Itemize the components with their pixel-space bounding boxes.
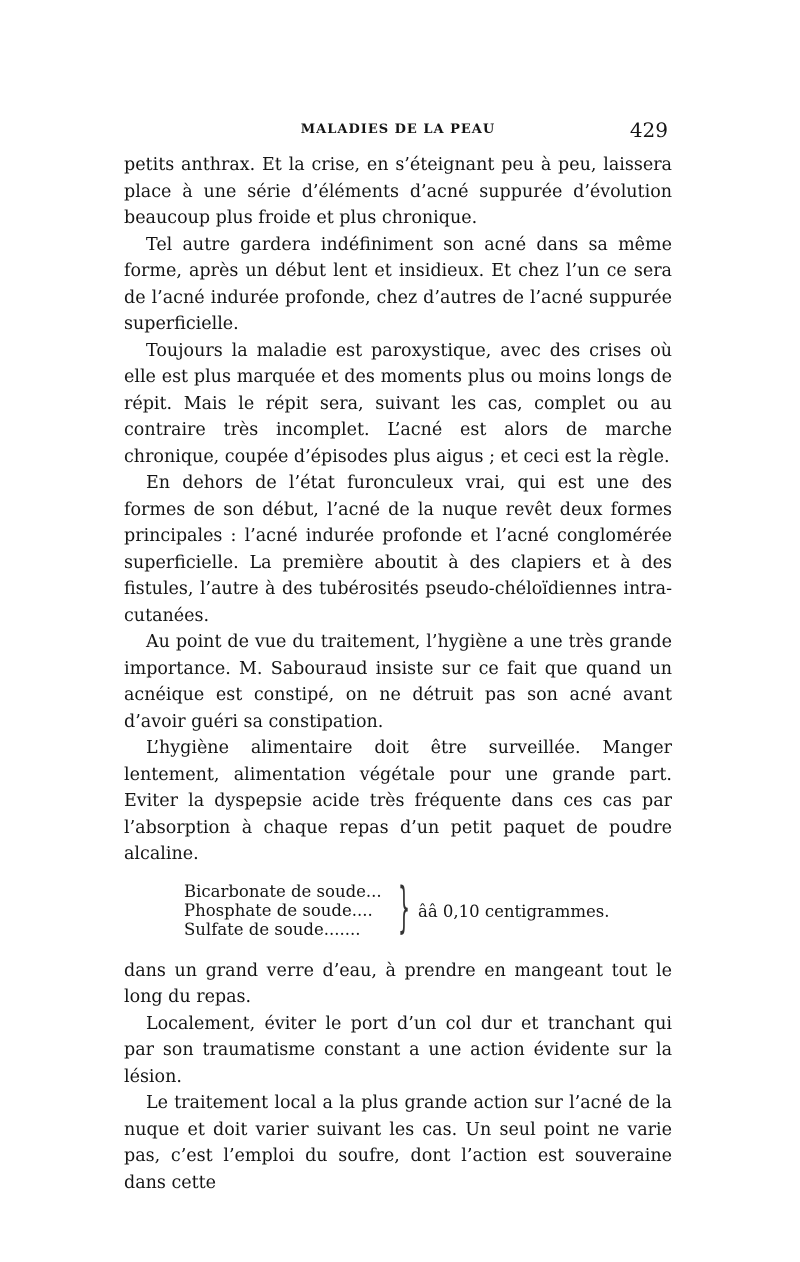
formula-ingredient: Phosphate de soude.... [184,900,373,920]
paragraph-7: dans un grand verre d’eau, à prendre en mangeant tout le long du repas. [124,960,672,1007]
page-number: 429 [629,118,668,142]
paragraph-8: Localement, éviter le port d’un col dur et tranchant qui par son traumatisme constant a une action évidente sur la lésion. [124,1013,672,1087]
paragraph-9: Le traitement local a la plus grande action sur l’acné de la nuque et doit varier suivant les cas. Un seul point ne varie pas, c’est l’emploi du soufre, dont l’action est souveraine dans cette [124,1093,672,1193]
formula-ingredient: Bicarbonate de soude... [184,881,382,901]
paragraph-3: Toujours la maladie est paroxystique, avec des crises où elle est plus marquée et des moments plus ou moins longs de répit. Mais le répit sera, suivant les cas, complet ou au contraire très incomplet. L’acné est alors de marche chronique, coupée d’épisodes plus aigus ; et ceci est la règle. [124,340,672,467]
paragraph-2: Tel autre gardera indéfiniment son acné dans sa même forme, après un début lent et insidieux. Et chez l’un ce sera de l’acné indurée profonde, chez d’autres de l’acné suppurée superficielle. [124,234,672,334]
page-header [124,118,672,142]
prescription-formula [184,875,672,942]
paragraph-4: En dehors de l’état furonculeux vrai, qui est une des formes de son début, l’acné de la nuque revêt deux formes principales : l’acné indurée profonde et l’acné conglomérée superficielle. La première aboutit à des clapiers et à des fistules, l’autre à des tubérosités pseudo-chéloïdiennes intra-cutanées. [124,473,672,626]
body-text [124,152,672,1196]
paragraph-1: petits anthrax. Et la crise, en s’éteignant peu à peu, laissera place à une série d’éléments d’acné suppurée d’évolution beaucoup plus froide et plus chronique. [124,155,672,228]
formula-dose: ââ 0,10 centigrammes. [418,901,610,921]
paragraph-5: Au point de vue du traitement, l’hygiène a une très grande importance. M. Sabouraud insiste sur ce fait que quand un acnéique est constipé, on ne détruit pas son acné avant d’avoir guéri sa constipation. [124,632,672,732]
running-head: MALADIES DE LA PEAU [300,122,496,137]
formula-ingredient: Sulfate de soude....... [184,919,361,939]
brace-icon: } [398,875,411,939]
paragraph-6: L’hygiène alimentaire doit être surveillée. Manger lentement, alimentation végétale pour une grande part. Eviter la dyspepsie acide très fréquente dans ces cas par l’absorption à chaque repas d’un petit paquet de poudre alcaline. [124,738,672,864]
formula-ingredients [184,882,404,939]
